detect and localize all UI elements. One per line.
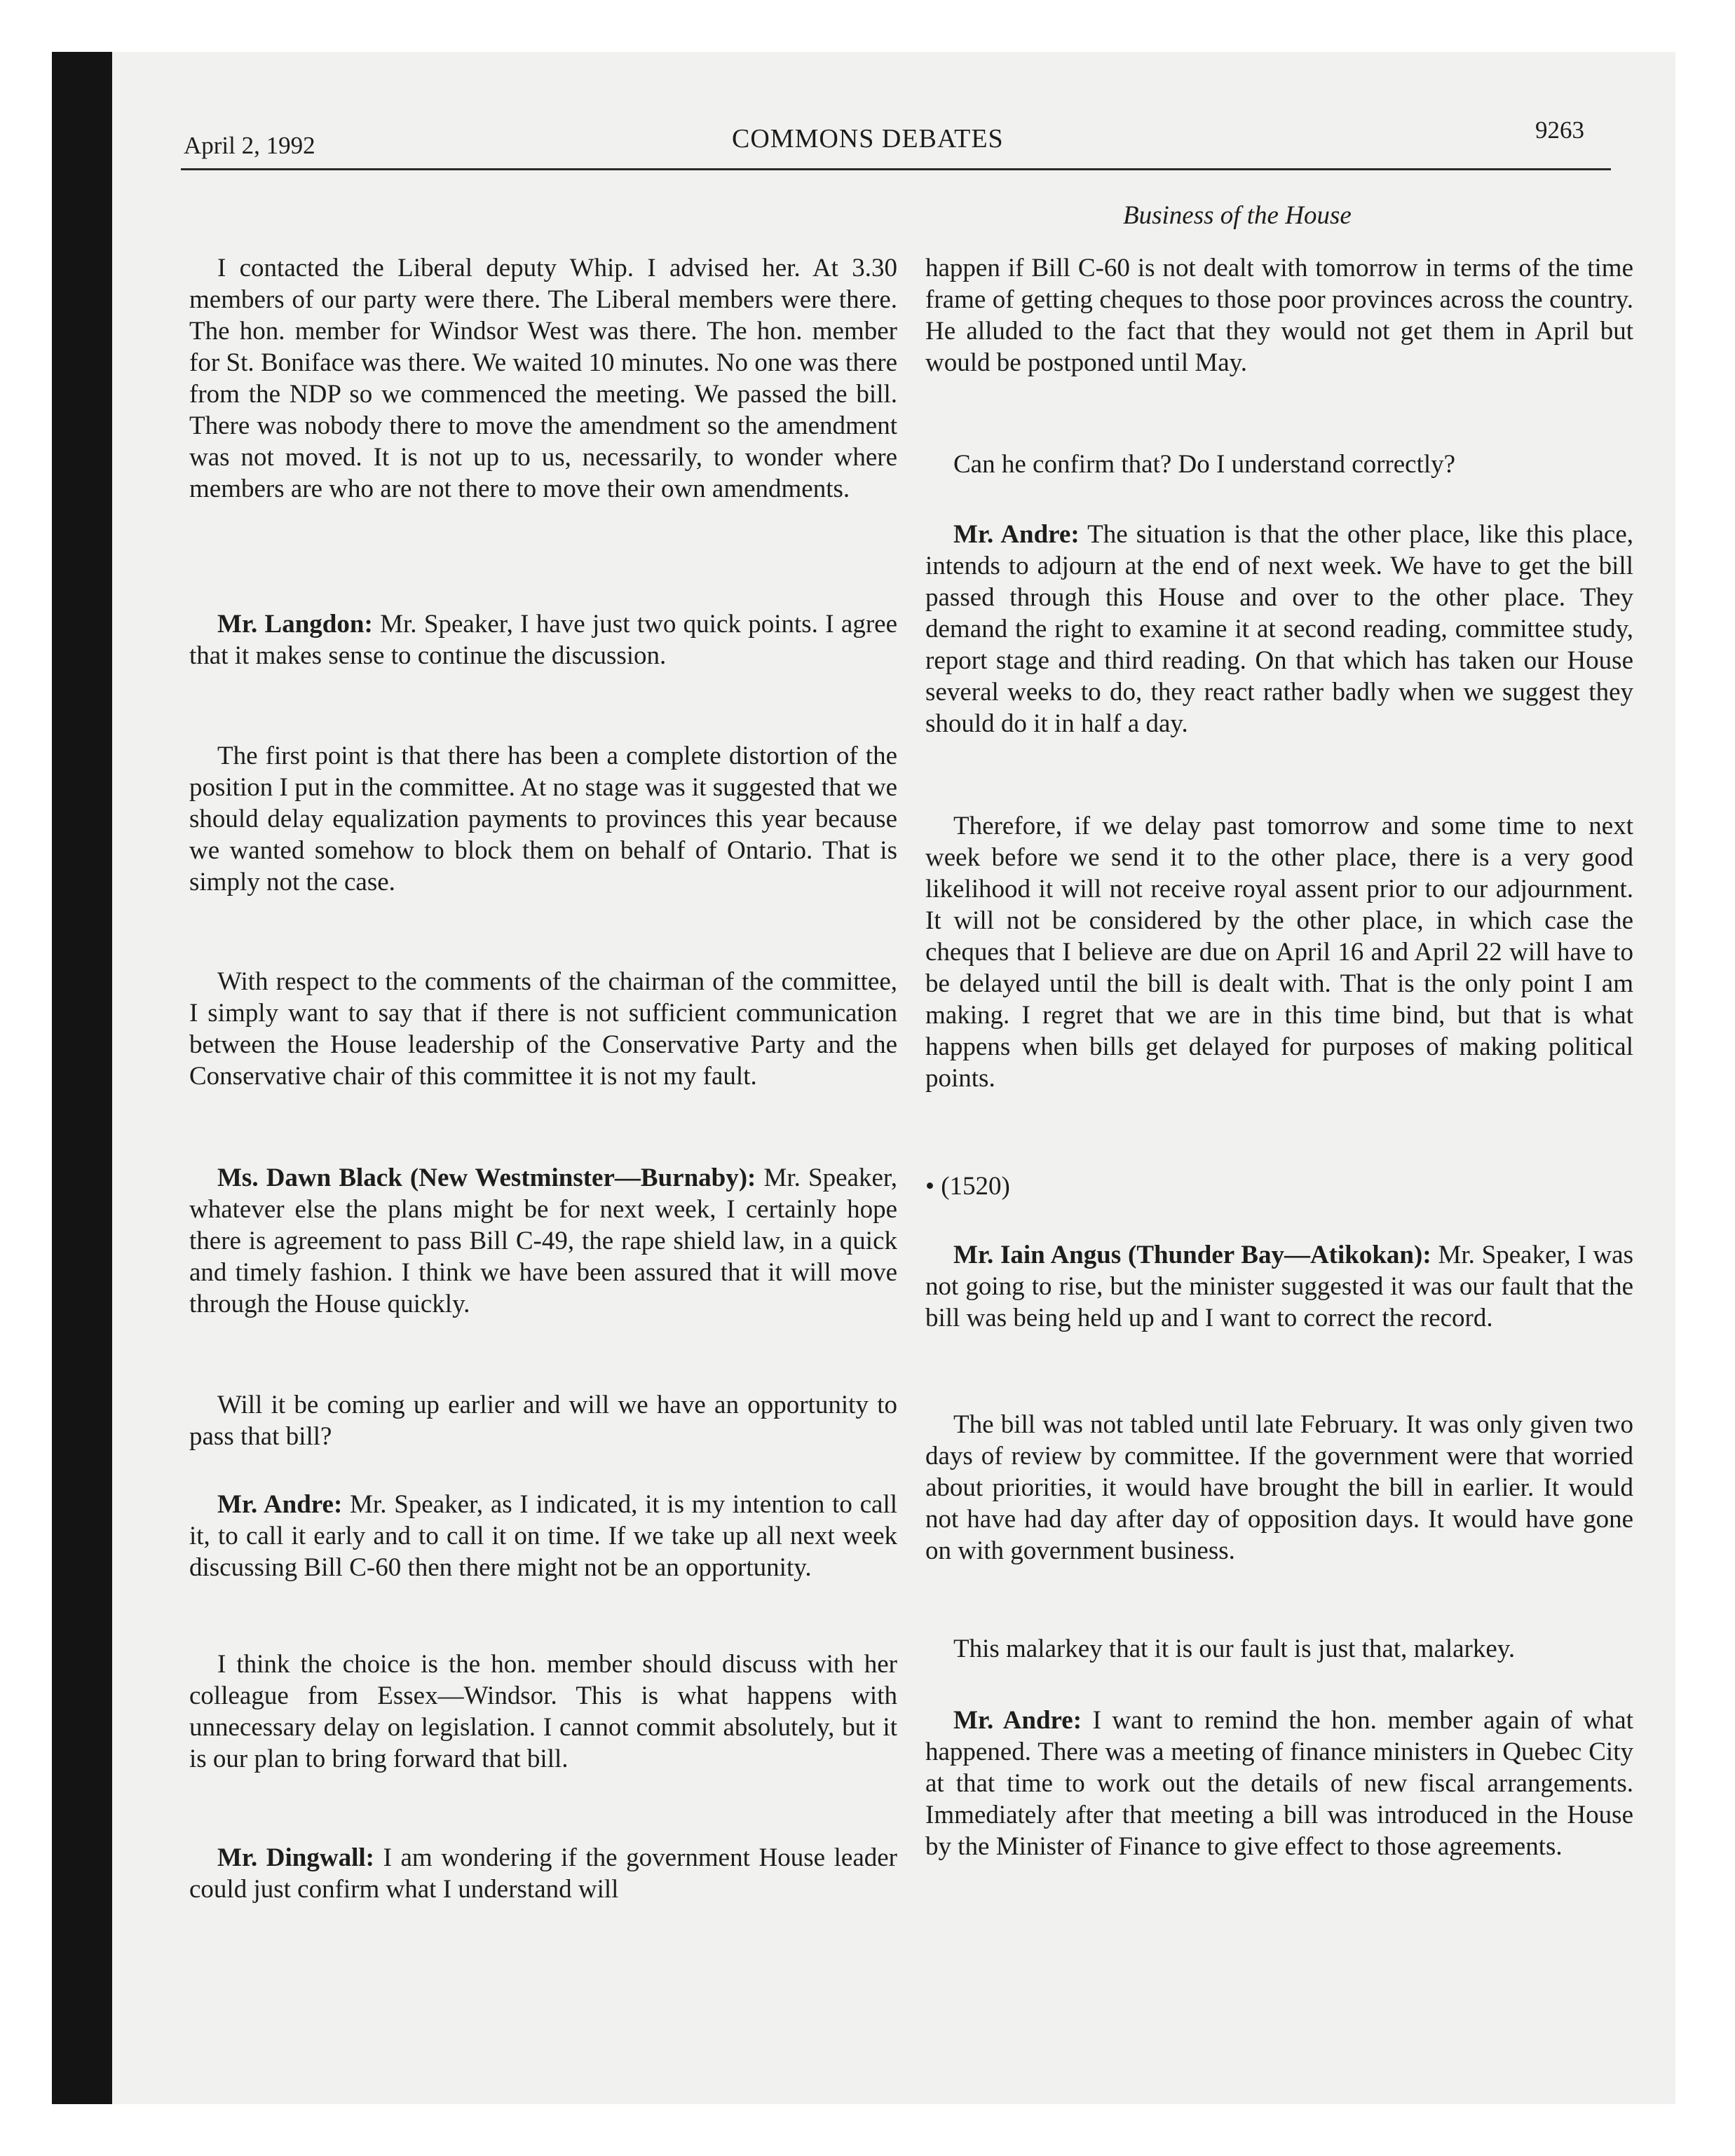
paragraph-text: This malarkey that it is our fault is just that, malarkey. (953, 1635, 1516, 1663)
speaker-name: Mr. Langdon: (217, 610, 373, 639)
paragraph (189, 1842, 897, 1905)
speaker-name: Mr. Dingwall: (217, 1843, 374, 1872)
header-rule (181, 168, 1611, 170)
paragraph (925, 1239, 1633, 1334)
paragraph-text: The first point is that there has been a complete distortion of the position I put in the committee. At no stage was it suggested that we should delay equalization payments to provinces this year because we wanted somehow to block them on behalf of Ontario. That is simply not the case. (189, 742, 897, 896)
speaker-name: Mr. Iain Angus (Thunder Bay—Atikokan): (953, 1241, 1431, 1269)
paragraph-text: The bill was not tabled until late February. It was only given two days of review by committee. If the government were that worried about priorities, it would have brought the bill in earlier. It would not have had day after day of opposition days. It would have gone on with government business. (925, 1410, 1633, 1565)
speaker-name: Mr. Andre: (217, 1490, 343, 1519)
paragraph (925, 519, 1633, 739)
paragraph (189, 1162, 897, 1320)
paragraph-text: Mr. Speaker, I have just two quick points. I agree that it makes sense to continue the discussion. (189, 610, 898, 670)
paragraph-text: Mr. Speaker, whatever else the plans might be for next week, I certainly hope there is agreement to pass Bill C-49, the rape shield law, in a quick and timely fashion. I think we have been assured that it will move through the House quickly. (189, 1164, 897, 1318)
time-marker (925, 1171, 1633, 1202)
speaker-name: Mr. Andre: (953, 1706, 1082, 1735)
paragraph-text: Therefore, if we delay past tomorrow and some time to next week before we send it to the other place, there is a very good likelihood it will not receive royal assent prior to our adjournment. It will not be considered by the other place, in which case the cheques that I believe are due on April 16 and April 22 will have to be delayed until the bill is dealt with. That is the only point I am making. I regret that we are in this time bind, but that is what happens when bills get delayed for purposes of making political points. (925, 812, 1633, 1093)
section-title: Business of the House (1123, 201, 1352, 230)
paragraph-text: Mr. Speaker, I was not going to rise, but the minister suggested it was our fault that the bill was being held up and I want to correct the record. (925, 1241, 1633, 1332)
speaker-name: Ms. Dawn Black (New Westminster—Burnaby): (217, 1164, 756, 1192)
paragraph (189, 1649, 897, 1775)
paragraph (925, 1409, 1633, 1567)
paragraph-text: Mr. Speaker, as I indicated, it is my intention to call it, to call it early and to call it on time. If we take up all next week discussing Bill C-60 then there might not be an opportunity. (189, 1490, 898, 1582)
paragraph (189, 1489, 897, 1583)
paragraph (925, 1705, 1633, 1862)
paragraph (925, 810, 1633, 1094)
paragraph (189, 1389, 897, 1452)
paragraph-text: I think the choice is the hon. member should discuss with her colleague from Essex—Windsor. This is what happens with unnecessary delay on legislation. I cannot commit absolutely, but it is our plan to bring forward that bill. (189, 1650, 897, 1773)
page-number: 9263 (1535, 116, 1584, 144)
paragraph (189, 608, 897, 671)
paragraph-text: Will it be coming up earlier and will we have an opportunity to pass that bill? (189, 1391, 897, 1451)
speaker-name: Mr. Andre: (953, 520, 1080, 549)
time-marker-text: • (1520) (925, 1172, 1010, 1201)
paragraph (925, 449, 1633, 480)
header-title: COMMONS DEBATES (732, 124, 1004, 153)
paragraph (189, 252, 897, 505)
paragraph-text: I want to remind the hon. member again of what happened. There was a meeting of finance ministers in Quebec City at that time to work out the details of new fiscal arrangements. Immediately after that meeting a bill was introduced in the House by the Minister of Finance to give effect to those agreements. (925, 1706, 1634, 1861)
paragraph-text: I am wondering if the government House leader could just confirm what I understand will (189, 1843, 897, 1904)
paragraph (925, 252, 1633, 378)
paragraph (925, 1633, 1633, 1665)
paragraph-text: I contacted the Liberal deputy Whip. I advised her. At 3.30 members of our party were there. The Liberal members were there. The hon. member for Windsor West was there. The hon. member for St. Boniface was there. We waited 10 minutes. No one was there from the NDP so we commenced the meeting. We passed the bill. There was nobody there to move the amendment so the amendment was not moved. It is not up to us, necessarily, to wonder where members are who are not there to move their own amendments. (189, 254, 897, 503)
paragraph-text: With respect to the comments of the chairman of the committee, I simply want to say that if there is not sufficient communication between the House leadership of the Conservative Party and the Conservative chair of this committee it is not my fault. (189, 967, 897, 1091)
header-date: April 2, 1992 (184, 132, 315, 159)
paragraph (189, 966, 897, 1092)
paragraph (189, 740, 897, 898)
paragraph-text: happen if Bill C-60 is not dealt with tomorrow in terms of the time frame of getting cheques to those poor provinces across the country. He alluded to the fact that they would not get them in April but would be postponed until May. (925, 254, 1633, 377)
paragraph-text: Can he confirm that? Do I understand correctly? (953, 450, 1456, 479)
paragraph-text: The situation is that the other place, like this place, intends to adjourn at the end of next week. We have to get the bill passed through this House and over to the other place. They demand the right to examine it at second reading, committee study, report stage and third reading. On that which has taken our House several weeks to do, they react rather badly when we suggest they should do it in half a day. (925, 520, 1634, 738)
